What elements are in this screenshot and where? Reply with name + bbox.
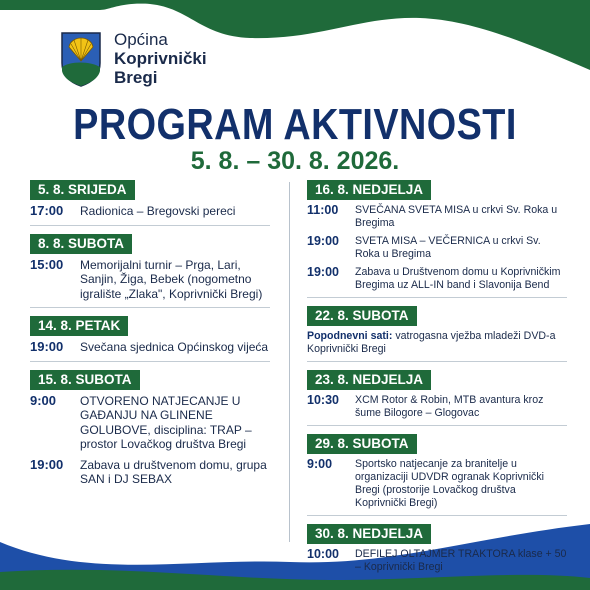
event-time: 19:00	[307, 234, 339, 248]
event-time: 10:00	[307, 547, 339, 561]
day-block	[307, 306, 567, 362]
event-row	[307, 204, 567, 230]
day-header: 16. 8. NEDJELJA	[307, 180, 431, 200]
event-text: XCM Rotor & Robin, MTB avantura kroz šume Bilogore – Glogovac	[355, 394, 544, 419]
day-block	[307, 434, 567, 516]
day-header: 22. 8. SUBOTA	[307, 306, 417, 326]
separator	[307, 297, 567, 298]
event-text: OTVORENO NATJECANJE U GAĐANJU NA GLINENE GOLUBOVE, disciplina: TRAP – prostor Lovačkog društva Bregi	[80, 393, 252, 451]
day-block	[30, 370, 270, 487]
event-time: 15:00	[30, 256, 64, 272]
day-block	[30, 316, 270, 362]
event-row	[30, 258, 270, 302]
event-row	[30, 340, 270, 355]
logo-line-1: Općina	[114, 30, 168, 49]
separator	[30, 225, 270, 226]
separator	[307, 361, 567, 362]
municipality-logo	[60, 30, 207, 87]
event-text: Memorijalni turnir – Prga, Lari, Sanjin, Žiga, Bebek (nogometno igralište „Zlaka", Koprivnički Bregi)	[80, 257, 263, 301]
event-row	[30, 394, 270, 452]
separator	[307, 425, 567, 426]
event-row	[307, 548, 567, 574]
event-text: Svečana sjednica Općinskog vijeća	[80, 340, 269, 354]
coat-of-arms-scallop-icon	[60, 31, 102, 87]
event-text: Zabava u društvenom domu, grupa SAN i DJ SEBAX	[80, 457, 267, 486]
logo-line-3: Bregi	[114, 68, 158, 87]
day-header: 5. 8. SRIJEDA	[30, 180, 135, 200]
event-text: DEFILEJ OLTAJMER TRAKTORA klase + 50 – Koprivnički Bregi	[355, 548, 567, 573]
event-text: SVETA MISA – VEČERNICA u crkvi Sv. Roka u Bregima	[355, 235, 541, 260]
day-header: 15. 8. SUBOTA	[30, 370, 140, 390]
event-row	[30, 458, 270, 487]
event-row	[307, 458, 567, 510]
event-time: 17:00	[30, 203, 64, 218]
day-header: 30. 8. NEDJELJA	[307, 524, 431, 544]
day-header: 23. 8. NEDJELJA	[307, 370, 431, 390]
day-block	[307, 370, 567, 426]
event-note	[307, 330, 567, 356]
event-row	[307, 235, 567, 261]
left-column	[30, 180, 270, 495]
event-time: 9:00	[30, 392, 57, 408]
event-time: 19:00	[30, 339, 64, 354]
day-block	[30, 234, 270, 309]
note-text: vatrogasna vježba mladeži DVD-a Koprivnički Bregi	[307, 330, 556, 355]
event-text: Radionica – Bregovski pereci	[80, 204, 236, 218]
separator	[307, 515, 567, 516]
column-divider	[289, 182, 290, 542]
logo-line-2: Koprivnički	[114, 49, 207, 68]
event-time: 19:00	[30, 456, 64, 472]
day-header: 14. 8. PETAK	[30, 316, 128, 336]
event-time: 10:30	[307, 393, 339, 407]
page-title: PROGRAM AKTIVNOSTI	[73, 100, 517, 149]
day-block	[307, 524, 567, 574]
day-block	[30, 180, 270, 226]
event-text: Zabava u Društvenom domu u Koprivničkim Bregima uz ALL-IN band i Slavonija Bend	[355, 266, 561, 291]
day-block	[307, 180, 567, 298]
event-text: Sportsko natjecanje za branitelje u organizaciji UDVDR ogranak Koprivnički Bregi (prostorije Lovačkog društva Koprivnički Bregi)	[355, 458, 544, 509]
event-row	[307, 266, 567, 292]
event-time: 9:00	[307, 457, 333, 471]
event-row	[307, 394, 567, 420]
event-row	[30, 204, 270, 219]
event-time: 11:00	[307, 203, 339, 217]
right-column	[307, 180, 567, 582]
day-header: 29. 8. SUBOTA	[307, 434, 417, 454]
event-text: SVEČANA SVETA MISA u crkvi Sv. Roka u Bregima	[355, 204, 558, 229]
separator	[30, 307, 270, 308]
separator	[30, 361, 270, 362]
note-label: Popodnevni sati:	[307, 330, 393, 342]
event-time: 19:00	[307, 265, 339, 279]
date-range: 5. 8. – 30. 8. 2026.	[190, 147, 400, 175]
day-header: 8. 8. SUBOTA	[30, 234, 132, 254]
